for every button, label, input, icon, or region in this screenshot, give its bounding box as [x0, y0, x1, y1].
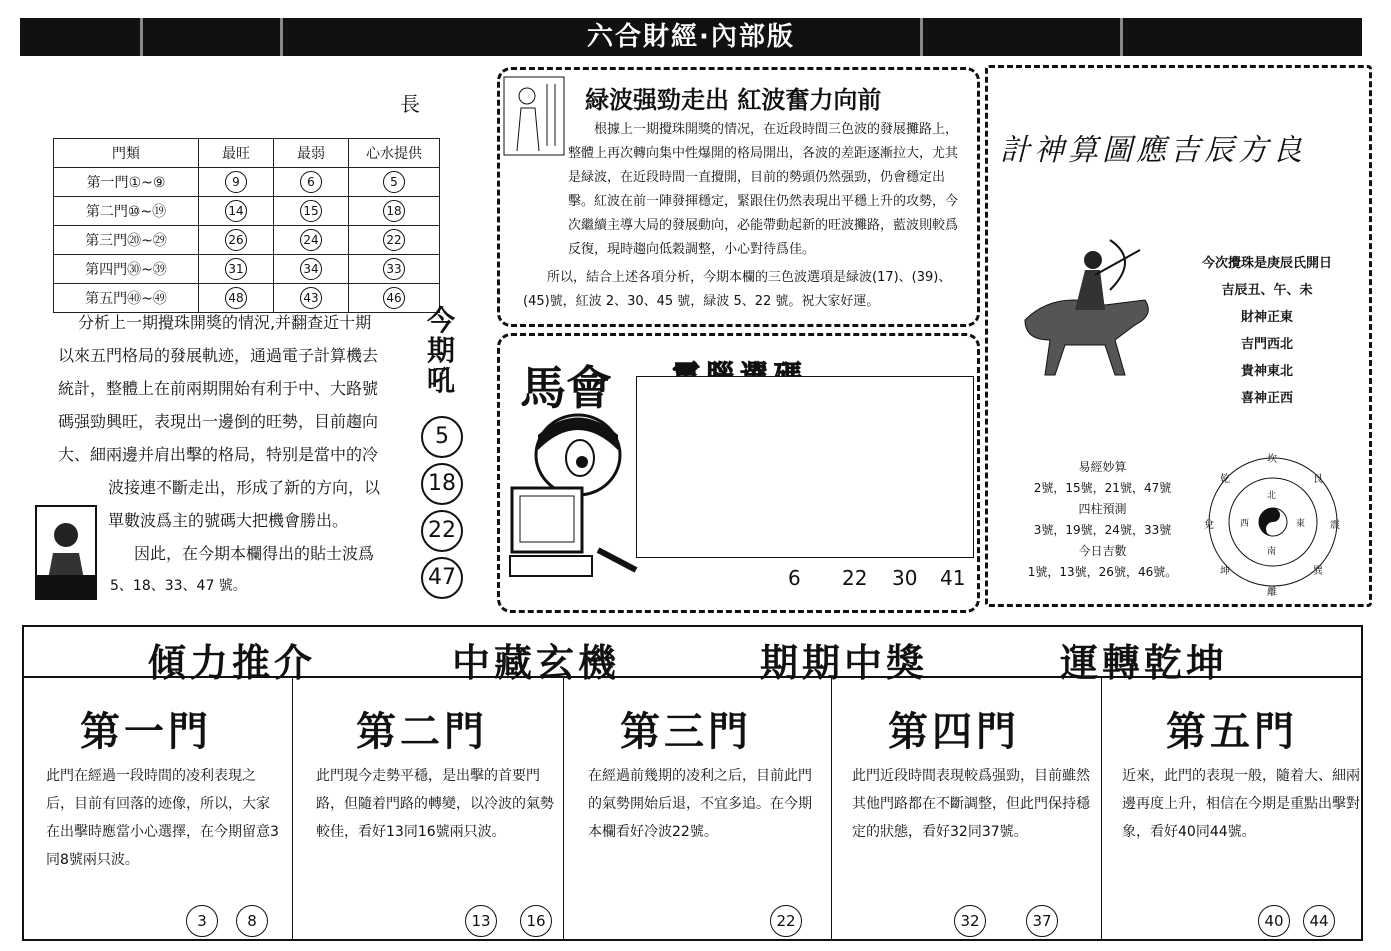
trigram-label: 艮 [1313, 474, 1323, 485]
door-text: 此門在經過一段時間的凌利表現之后，目前有回落的迹像，所以，大家在出擊時應當小心選擇，在今期留意3同8號兩只波。 [46, 768, 279, 868]
roar-title: 今期吼 [426, 304, 455, 397]
slogan: 中藏玄機 [452, 641, 621, 685]
calc-label: 今日吉數 [1078, 544, 1127, 558]
door-name: 第四門 [85, 262, 128, 278]
range-to: ㊴ [152, 262, 167, 278]
tip-number: 33 [383, 258, 405, 280]
calc-value: 2號，15號，21號，47號 [1033, 481, 1172, 495]
door-title: 第三門 [620, 708, 752, 755]
calc-value: 1號，13號，26號，46號。 [1027, 565, 1178, 579]
header-banner [20, 18, 1362, 56]
door-name: 第三門 [85, 233, 128, 249]
analysis-line: 統計，整體上在前兩期開始有利于中、大路號 [58, 379, 379, 398]
door-pick: 3 [186, 905, 218, 937]
fortune-title: 計神算圖應吉辰方良 [1000, 133, 1306, 168]
tip-number: 22 [383, 229, 405, 251]
door-pick: 37 [1026, 905, 1058, 937]
sketch-figure [503, 76, 565, 156]
range-sep: ~ [140, 204, 153, 220]
analysis-line: 單數波爲主的號碼大把機會勝出。 [108, 511, 349, 530]
table-row [54, 226, 440, 255]
door-pick: 44 [1303, 905, 1335, 937]
best-number: 26 [225, 229, 247, 251]
analysis-line: 大、細兩邊并肩出擊的格局，特别是當中的冷 [58, 445, 379, 464]
door-title: 第一門 [80, 708, 212, 755]
door-pick: 16 [520, 905, 552, 937]
trigram-label: 兌 [1204, 520, 1214, 531]
fortune-line: 貴神東北 [1240, 364, 1293, 379]
wave-headline: 緑波强勁走出 紅波奮力向前 [585, 86, 882, 114]
computer-cartoon [508, 410, 643, 585]
analysis-line: 以來五門格局的發展軌迹，通過電子計算機去 [58, 346, 379, 365]
door-title: 第四門 [888, 708, 1020, 755]
roar-number: 5 [421, 416, 463, 458]
table-row [54, 168, 440, 197]
slogan: 運轉乾坤 [1060, 641, 1229, 685]
page-title: 六合財經·內部版 [587, 22, 795, 52]
trigram-label: 離 [1267, 587, 1277, 598]
slogan: 傾力推介 [148, 641, 317, 685]
direction-label: 北 [1267, 491, 1277, 501]
fortune-line: 財神正東 [1240, 310, 1293, 325]
table-row [54, 197, 440, 226]
analysis-line: 波接連不斷走出，形成了新的方向，以 [108, 478, 381, 497]
analysis-line: 因此，在今期本欄得出的貼士波爲 [134, 544, 375, 563]
bagua-compass [1202, 446, 1344, 598]
range-sep: ~ [141, 291, 153, 307]
best-number: 14 [225, 200, 247, 222]
range-to: ㊾ [152, 291, 167, 307]
trigram-label: 坎 [1267, 454, 1277, 465]
direction-label: 西 [1240, 519, 1250, 529]
analysis-line: 5、18、33、47 號。 [110, 578, 247, 594]
fortune-line: 喜神正西 [1240, 391, 1293, 406]
col-header: 最旺 [199, 139, 274, 168]
roar-number: 22 [421, 510, 463, 552]
horse-number: 22 [842, 566, 868, 590]
trigram-label: 坤 [1220, 566, 1230, 577]
door-text: 近來，此門的表現一般，隨着大、細兩邊再度上升，相信在今期是重點出擊對象，看好40同44號。 [1122, 768, 1360, 840]
range-from: ① [128, 175, 142, 191]
door-name: 第五門 [85, 291, 128, 307]
calc-label: 四柱預測 [1078, 502, 1127, 516]
door-pick: 40 [1258, 905, 1290, 937]
range-sep: ~ [141, 233, 153, 249]
door-name: 第二門 [85, 204, 128, 220]
horse-number: 6 [788, 566, 801, 590]
table-row [54, 255, 440, 284]
worst-number: 15 [300, 200, 322, 222]
range-to: ㉙ [152, 233, 167, 249]
door-title: 第二門 [356, 708, 488, 755]
range-from: ㉚ [127, 262, 142, 278]
tip-number: 18 [383, 200, 405, 222]
archer-horse-illustration [1015, 230, 1165, 380]
number-screen [636, 376, 974, 558]
door-title: 第五門 [1166, 708, 1298, 755]
portrait-figure [35, 505, 97, 600]
horse-number: 30 [892, 566, 918, 590]
worst-number: 24 [300, 229, 322, 251]
door-text: 此門現今走勢平穩，是出擊的首要門路，但隨着門路的轉變，以冷波的氣勢較佳，看好13同16號兩只波。 [316, 768, 554, 840]
tip-number: 46 [383, 287, 405, 309]
col-header: 門類 [54, 139, 199, 168]
tip-number: 5 [383, 171, 405, 193]
door-table [53, 138, 440, 313]
worst-number: 43 [300, 287, 322, 309]
calc-value: 3號，19號，24號，33號 [1033, 523, 1172, 537]
wave-paragraph: 所以，結合上述各項分析，今期本欄的三色波選項是緑波(17)、(39)、(45)號，紅波 2、30、45 號，緑波 5、22 號。祝大家好運。 [523, 270, 952, 309]
direction-label: 東 [1296, 519, 1306, 529]
worst-number: 6 [300, 171, 322, 193]
best-number: 9 [225, 171, 247, 193]
fortune-line: 吉辰丑、午、未 [1221, 283, 1313, 298]
horse-number: 41 [940, 566, 966, 590]
range-sep: ~ [141, 262, 153, 278]
range-from: ⑩ [127, 204, 141, 220]
range-to: ⑨ [152, 175, 166, 191]
range-to: ⑲ [152, 204, 167, 220]
door-text: 在經過前幾期的凌利之后，目前此門的氣勢開始后退，不宜多追。在今期本欄看好冷波22號。 [588, 768, 812, 840]
analysis-line: 碼强勁興旺，表現出一邊倒的旺勢，目前趨向 [58, 412, 379, 431]
worst-number: 34 [300, 258, 322, 280]
table-header-row [54, 139, 440, 168]
fortune-line: 今次攪珠是庚辰氏開日 [1201, 256, 1332, 271]
roar-number: 18 [421, 463, 463, 505]
analysis-line: 分析上一期攪珠開獎的情況,并翻查近十期 [78, 313, 372, 332]
col-header: 最弱 [274, 139, 349, 168]
best-number: 48 [225, 287, 247, 309]
door-pick: 32 [954, 905, 986, 937]
col-header: 心水提供 [349, 139, 440, 168]
door-pick: 22 [770, 905, 802, 937]
calc-label: 易經妙算 [1078, 460, 1127, 474]
fortune-lines [1172, 250, 1362, 412]
range-from: ⑳ [127, 233, 142, 249]
roar-number: 47 [421, 557, 463, 599]
range-sep: ~ [141, 175, 153, 191]
door-name: 第一門 [86, 175, 129, 191]
trigram-label: 乾 [1220, 474, 1230, 485]
fortune-line: 吉門西北 [1240, 337, 1293, 352]
trigram-label: 震 [1330, 520, 1340, 531]
direction-label: 南 [1267, 547, 1277, 557]
door-text: 此門近段時間表現較爲强勁，目前雖然其他門路都在不斷調整，但此門保持穩定的狀態，看好32同37號。 [852, 768, 1090, 840]
best-number: 31 [225, 258, 247, 280]
door-pick: 13 [465, 905, 497, 937]
corner-mark: 長 [400, 92, 420, 116]
range-from: ㊵ [127, 291, 142, 307]
slogan: 期期中獎 [760, 641, 929, 685]
calc-block [1005, 457, 1200, 583]
wave-paragraph: 根據上一期攪珠開獎的情况，在近段時間三色波的發展攤路上，整體上再次轉向集中性爆開的格局開出，各波的差距逐漸拉大，尤其是緑波，在近段時間一直攪開，目前的勢頭仍然强勁，仍會穩定出擊。紅波在前一陣發揮穩定，緊跟住仍然表現出平穩上升的攻勢，今次繼續主導大局的發展動向，必能帶動起新的旺波攤路，藍波則較爲反復，現時趨向低穀調整，小心對待爲佳。 [568, 122, 959, 257]
door-pick: 8 [236, 905, 268, 937]
trigram-label: 巽 [1313, 566, 1323, 577]
analysis-block [58, 306, 408, 603]
horse-title: 馬會 [520, 361, 612, 415]
